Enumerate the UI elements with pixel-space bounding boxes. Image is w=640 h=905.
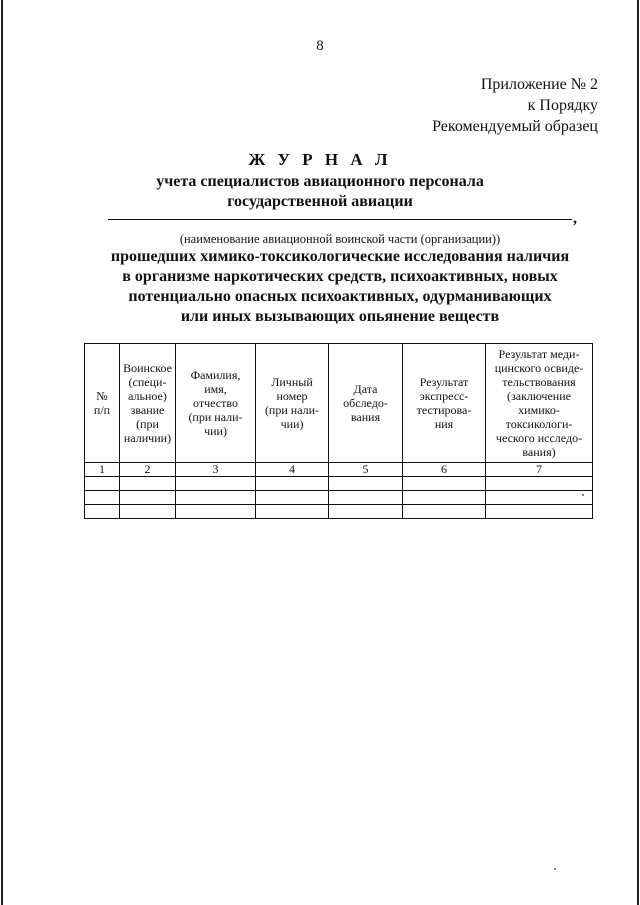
- purpose-line-4: или иных вызывающих опьянение веществ: [180, 308, 500, 325]
- table-row: [85, 505, 593, 519]
- empty-cell: [120, 491, 176, 505]
- column-number: 3: [176, 463, 256, 477]
- journal-purpose: [0, 247, 640, 327]
- column-number: 4: [256, 463, 329, 477]
- header-medical-line: Результат меди-: [498, 347, 580, 361]
- header-express-line: экспресс-: [419, 389, 469, 403]
- purpose-line-1: прошедших химико-токсикологические исследования наличия: [110, 248, 570, 265]
- header-date-line: обследо-: [343, 396, 388, 410]
- column-number: 5: [329, 463, 403, 477]
- organization-line-comma: ,: [573, 210, 577, 227]
- header-medical-line: тельствования: [502, 375, 576, 389]
- header-personal-number-line: (при нали-: [264, 403, 320, 417]
- header-date-line: Дата: [353, 382, 378, 396]
- table-header-row: [85, 344, 593, 463]
- page-number: 8: [316, 38, 324, 54]
- appendix-line-3: Рекомендуемый образец: [432, 118, 598, 135]
- empty-cell: [403, 505, 486, 519]
- table-row: [85, 491, 593, 505]
- header-name-line: имя,: [204, 382, 227, 396]
- appendix-line-2: к Порядку: [527, 97, 598, 114]
- empty-cell: [486, 477, 593, 491]
- journal-title: Ж У Р Н А Л: [248, 150, 392, 169]
- header-personal-number: [256, 344, 329, 463]
- header-medical-line: вания): [522, 445, 556, 459]
- table-row: [85, 477, 593, 491]
- header-medical-result: [486, 344, 593, 463]
- column-number: 2: [120, 463, 176, 477]
- header-rank: [120, 344, 176, 463]
- purpose-line-2: в организме наркотических средств, психоактивных, новых: [122, 268, 558, 285]
- header-express-line: ния: [434, 417, 454, 431]
- empty-cell: [256, 491, 329, 505]
- column-number: 1: [85, 463, 120, 477]
- scan-speck: [554, 868, 556, 870]
- header-express-line: Результат: [419, 375, 469, 389]
- empty-cell: [176, 505, 256, 519]
- organization-name-line: [108, 219, 572, 220]
- header-rank-line: (специ-: [128, 375, 167, 389]
- empty-cell: [403, 491, 486, 505]
- organization-caption: (наименование авиационной воинской части (организации)): [179, 232, 501, 246]
- header-number-line: №: [96, 389, 108, 403]
- header-number-line: п/п: [93, 403, 111, 417]
- empty-cell: [256, 477, 329, 491]
- appendix-note: [432, 74, 598, 137]
- empty-cell: [403, 477, 486, 491]
- header-exam-date: [329, 344, 403, 463]
- scan-speck: [582, 494, 584, 496]
- header-rank-line: Воинское: [123, 361, 172, 375]
- header-medical-line: ческого исследо-: [495, 431, 583, 445]
- header-name-line: отчество: [193, 396, 238, 410]
- empty-cell: [85, 477, 120, 491]
- column-number: 6: [403, 463, 486, 477]
- appendix-line-1: Приложение № 2: [480, 76, 598, 93]
- subtitle-line-1: учета специалистов авиационного персонала: [156, 173, 484, 190]
- empty-cell: [329, 505, 403, 519]
- header-rank-line: звание: [130, 403, 165, 417]
- journal-table: [84, 343, 593, 519]
- empty-cell: [256, 505, 329, 519]
- header-rank-line: наличии): [123, 431, 172, 445]
- header-personal-number-line: номер: [276, 389, 308, 403]
- purpose-line-3: потенциально опасных психоактивных, одурманивающих: [128, 288, 552, 305]
- header-rank-line: (при: [136, 417, 159, 431]
- empty-cell: [176, 477, 256, 491]
- empty-cell: [120, 505, 176, 519]
- subtitle-line-2: государственной авиации: [227, 193, 413, 210]
- empty-cell: [85, 505, 120, 519]
- journal-subtitle: [0, 172, 640, 212]
- scan-frame-right: [637, 0, 639, 905]
- column-number: 7: [486, 463, 593, 477]
- header-medical-line: (заключение: [507, 389, 571, 403]
- header-express-line: тестирова-: [416, 403, 472, 417]
- header-personal-number-line: Личный: [271, 375, 313, 389]
- header-name-line: (при нали-: [188, 410, 243, 424]
- column-number-row: [85, 463, 593, 477]
- empty-cell: [486, 505, 593, 519]
- header-name-line: чии): [204, 424, 227, 438]
- header-medical-line: химико-: [518, 403, 560, 417]
- scan-frame-left: [1, 0, 3, 905]
- empty-cell: [486, 491, 593, 505]
- header-name-line: Фамилия,: [190, 368, 241, 382]
- empty-cell: [329, 491, 403, 505]
- empty-cell: [85, 491, 120, 505]
- header-number: [85, 344, 120, 463]
- empty-cell: [176, 491, 256, 505]
- header-rank-line: альное): [128, 389, 167, 403]
- header-medical-line: цинского освиде-: [494, 361, 584, 375]
- header-express-test-result: [403, 344, 486, 463]
- empty-cell: [120, 477, 176, 491]
- header-personal-number-line: чии): [280, 417, 304, 431]
- empty-cell: [329, 477, 403, 491]
- header-date-line: вания: [350, 410, 381, 424]
- header-full-name: [176, 344, 256, 463]
- header-medical-line: токсикологи-: [505, 417, 573, 431]
